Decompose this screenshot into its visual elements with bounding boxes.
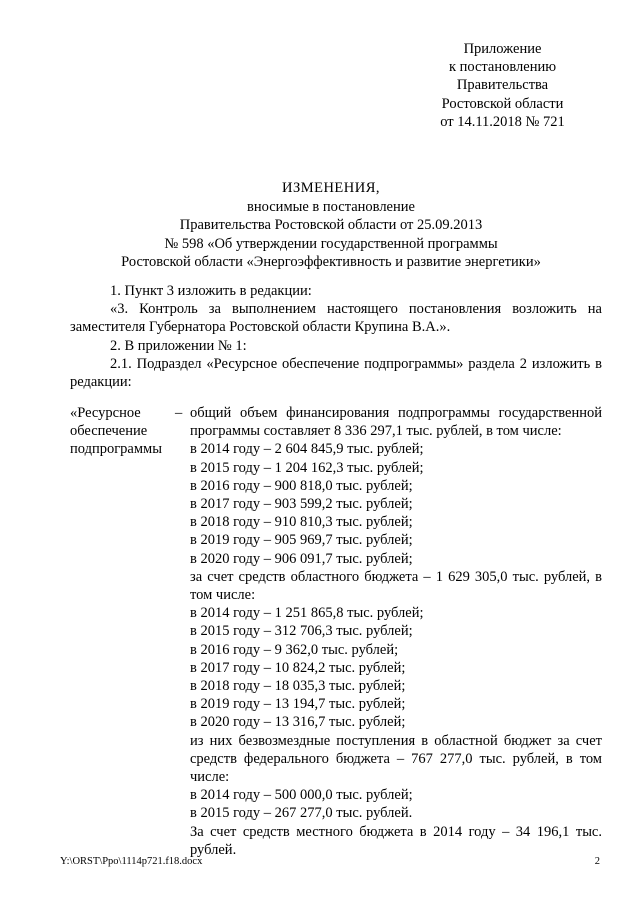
appendix-line: от 14.11.2018 № 721 — [440, 113, 565, 130]
federal-intro: из них безвозмездные поступления в областной бюджет за счет средств федерального бюджета – 767 277,0 тыс. рублей, в том числе: — [190, 732, 602, 786]
body-text — [70, 282, 602, 391]
paragraph-3: 2. В приложении № 1: — [110, 337, 247, 354]
title-main: ИЗМЕНЕНИЯ, — [281, 180, 381, 196]
resource-label-line: подпрограммы — [70, 441, 162, 458]
appendix-line: Правительства — [456, 77, 549, 94]
regional-year-line: в 2019 году – 13 194,7 тыс. рублей; — [190, 696, 406, 713]
appendix-header — [420, 40, 585, 131]
resource-intro: общий объем финансирования подпрограммы государственной программы составляет 8 336 297,1 тыс. рублей, в том числе: — [190, 405, 602, 440]
federal-year-line: в 2014 году – 500 000,0 тыс. рублей; — [190, 787, 413, 804]
total-year-line: в 2016 году – 900 818,0 тыс. рублей; — [190, 477, 413, 494]
federal-year-line: в 2015 году – 267 277,0 тыс. рублей. — [190, 805, 413, 822]
appendix-line: к постановлению — [448, 59, 557, 76]
title-line: Правительства Ростовской области от 25.09.2013 — [179, 217, 483, 234]
appendix-line: Ростовской области — [441, 95, 564, 112]
resource-label — [70, 404, 170, 459]
page-number: 2 — [594, 856, 600, 867]
total-year-line: в 2017 году – 903 599,2 тыс. рублей; — [190, 496, 413, 513]
total-year-line: в 2019 году – 905 969,7 тыс. рублей; — [190, 532, 413, 549]
document-title — [60, 179, 602, 271]
regional-year-line: в 2018 году – 18 035,3 тыс. рублей; — [190, 678, 406, 695]
paragraph-2: «3. Контроль за выполнением настоящего постановления возложить на заместителя Губернатора Ростовской области Крупина В.А.». — [70, 301, 602, 336]
title-line: вносимые в постановление — [247, 199, 415, 216]
resource-label-line: обеспечение — [70, 423, 148, 440]
regional-intro: за счет средств областного бюджета – 1 629 305,0 тыс. рублей, в том числе: — [190, 568, 602, 604]
resource-dash: – — [175, 405, 183, 421]
total-year-line: в 2018 году – 910 810,3 тыс. рублей; — [190, 514, 413, 531]
paragraph-1: 1. Пункт 3 изложить в редакции: — [110, 283, 312, 299]
title-line: № 598 «Об утверждении государственной программы — [164, 235, 498, 252]
appendix-line: Приложение — [463, 41, 542, 57]
paragraph-4: 2.1. Подраздел «Ресурсное обеспечение подпрограммы» раздела 2 изложить в редакции: — [70, 355, 602, 391]
regional-year-line: в 2017 году – 10 824,2 тыс. рублей; — [190, 659, 406, 676]
file-path: Y:\ORST\Ppo\1114p721.f18.docx — [60, 856, 203, 867]
regional-year-line: в 2016 году – 9 362,0 тыс. рублей; — [190, 641, 399, 658]
regional-year-line: в 2015 году – 312 706,3 тыс. рублей; — [190, 623, 413, 640]
resource-label-line: «Ресурсное — [70, 405, 141, 421]
regional-year-line: в 2020 году – 13 316,7 тыс. рублей; — [190, 714, 406, 731]
regional-year-line: в 2014 году – 1 251 865,8 тыс. рублей; — [190, 605, 424, 622]
total-year-line: в 2015 году – 1 204 162,3 тыс. рублей; — [190, 459, 424, 476]
local-budget: За счет средств местного бюджета в 2014 году – 34 196,1 тыс. рублей. — [190, 823, 602, 858]
total-year-line: в 2020 году – 906 091,7 тыс. рублей; — [190, 550, 413, 567]
resource-content — [190, 404, 602, 859]
total-year-line: в 2014 году – 2 604 845,9 тыс. рублей; — [190, 441, 424, 458]
title-line: Ростовской области «Энергоэффективность и развитие энергетики» — [121, 253, 541, 270]
